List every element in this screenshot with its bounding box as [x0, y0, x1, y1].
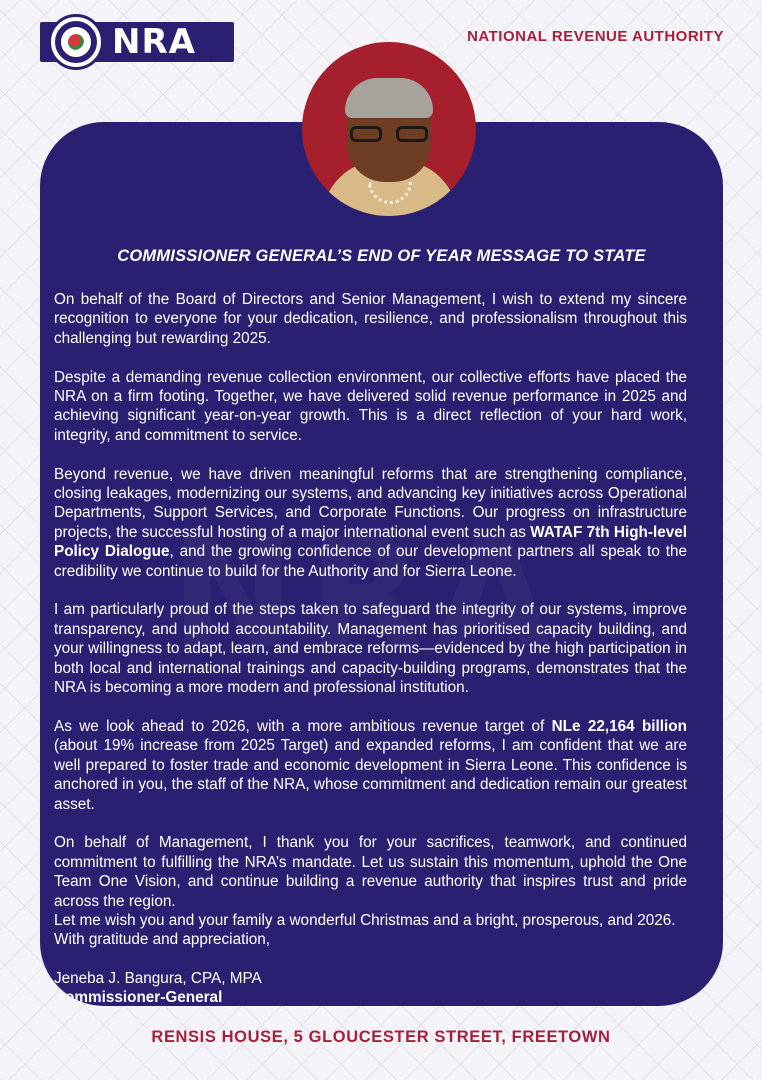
message-card: [40, 122, 723, 1006]
message-body: [54, 290, 687, 1006]
signature-block: [54, 969, 687, 1006]
footer-address: RENSIS HOUSE, 5 GLOUCESTER STREET, FREETOWN: [151, 1028, 611, 1046]
paragraph: I am particularly proud of the steps taken to safeguard the integrity of our systems, improve transparency, and uphold accountability. Management has prioritised capacity building, and your willingness to adapt, learn, and embrace reforms—evidenced by the high participation in both local and international trainings and capacity-building programs, demonstrates that the NRA is becoming a more modern and professional institution.: [54, 601, 687, 697]
nra-seal-icon: [48, 14, 104, 70]
paragraph: [54, 717, 687, 814]
paragraph-text: As we look ahead to 2026, with a more ambitious revenue target of: [54, 717, 552, 735]
commissioner-photo: [302, 42, 476, 216]
paragraph-text: (about 19% increase from 2025 Target) and expanded reforms, I am confident that we are well prepared to foster trade and economic development in Sierra Leone. This confidence is anchored in you, the staff of the NRA, whose commitment and dedication remain our greatest asset.: [54, 737, 687, 813]
paragraph: [54, 465, 687, 581]
nra-logo: [40, 14, 236, 70]
signatory-position: Commissioner-General: [54, 989, 223, 1006]
paragraph: On behalf of Management, I thank you for your sacrifices, teamwork, and continued commitment to fulfilling the NRA’s mandate. Let us sustain this momentum, uphold the One Team One Vision, and continue building a revenue authority that inspires trust and pride across the region.: [54, 834, 687, 910]
seal-emblem-icon: [68, 34, 84, 50]
paragraph-text: Beyond revenue, we have driven meaningful reforms that are strengthening compliance, closing leakages, modernizing our systems, and advancing key initiatives across Operational Departments, Support Services, and Corporate Functions. Our progress on infrastructure projects, the successful hosting of a major international event such as: [54, 465, 687, 541]
paragraph-text: , and the growing confidence of our development partners all speak to the credibility we continue to build for the Authority and for Sierra Leone.: [54, 543, 687, 580]
closing: With gratitude and appreciation,: [54, 931, 270, 949]
message-title: COMMISSIONER GENERAL’S END OF YEAR MESSAGE TO STATE: [117, 247, 646, 265]
org-name: NATIONAL REVENUE AUTHORITY: [467, 28, 724, 45]
paragraph: Let me wish you and your family a wonderful Christmas and a bright, prosperous, and 2026.: [54, 911, 676, 929]
photo-hair: [345, 78, 433, 118]
logo-text: NRA: [112, 22, 196, 62]
paragraph: On behalf of the Board of Directors and Senior Management, I wish to extend my sincere recognition to everyone for your dedication, resilience, and professionalism throughout this challenging but rewarding 2025.: [54, 291, 687, 347]
glasses-icon: [350, 126, 428, 142]
signatory-name: Jeneba J. Bangura, CPA, MPA: [54, 969, 262, 987]
paragraph: Despite a demanding revenue collection environment, our collective efforts have placed the NRA on a firm footing. Together, we have delivered solid revenue performance in 2025 and achieving significant year-on-year growth. This is a direct reflection of your hard work, integrity, and commitment to service.: [54, 368, 687, 444]
revenue-target: NLe 22,164 billion: [551, 717, 687, 735]
event-name: WATAF 7th High-level Policy Dialogue: [54, 523, 687, 561]
